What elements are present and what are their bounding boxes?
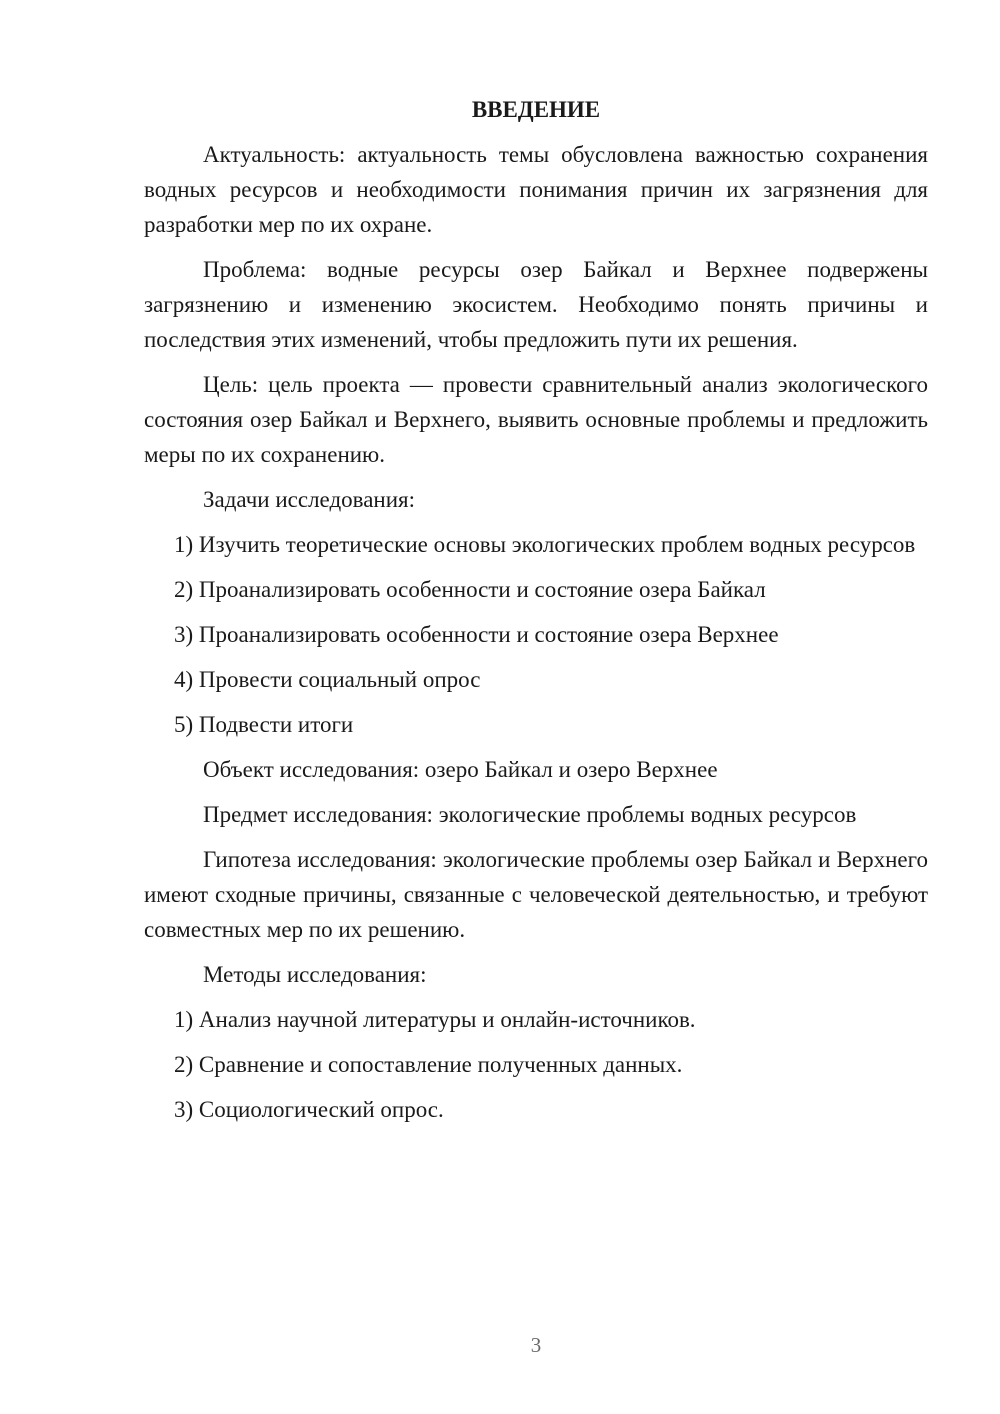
page-number: 3 xyxy=(530,1333,542,1357)
method-item-3: 3) Социологический опрос. xyxy=(174,1097,444,1122)
section-title: ВВЕДЕНИЕ xyxy=(471,97,601,122)
hypothesis-paragraph: Гипотеза исследования: экологические проблемы озер Байкал и Верхнего имеют сходные причины, связанные с человеческой деятельностью, и требуют совместных мер по их решению. xyxy=(144,847,928,942)
document-body xyxy=(144,95,928,1137)
task-item-4: 4) Провести социальный опрос xyxy=(174,667,481,692)
goal-paragraph: Цель: цель проекта — провести сравнительный анализ экологического состояния озер Байкал и Верхнего, выявить основные проблемы и предложить меры по их сохранению. xyxy=(144,372,928,467)
relevance-paragraph: Актуальность: актуальность темы обусловлена важностью сохранения водных ресурсов и необходимости понимания причин их загрязнения для разработки мер по их охране. xyxy=(144,142,928,237)
method-item-2: 2) Сравнение и сопоставление полученных данных. xyxy=(174,1052,683,1077)
research-subject: Предмет исследования: экологические проблемы водных ресурсов xyxy=(203,802,857,827)
problem-paragraph: Проблема: водные ресурсы озер Байкал и Верхнее подвержены загрязнению и изменению экосистем. Необходимо понять причины и последствия этих изменений, чтобы предложить пути их решения. xyxy=(144,257,928,352)
methods-heading: Методы исследования: xyxy=(203,962,427,987)
task-item-1: 1) Изучить теоретические основы экологических проблем водных ресурсов xyxy=(174,532,916,557)
tasks-heading: Задачи исследования: xyxy=(203,487,416,512)
task-item-2: 2) Проанализировать особенности и состояние озера Байкал xyxy=(174,577,766,602)
task-item-5: 5) Подвести итоги xyxy=(174,712,354,737)
task-item-3: 3) Проанализировать особенности и состояние озера Верхнее xyxy=(174,622,779,647)
research-object: Объект исследования: озеро Байкал и озеро Верхнее xyxy=(203,757,718,782)
method-item-1: 1) Анализ научной литературы и онлайн-источников. xyxy=(174,1007,696,1032)
